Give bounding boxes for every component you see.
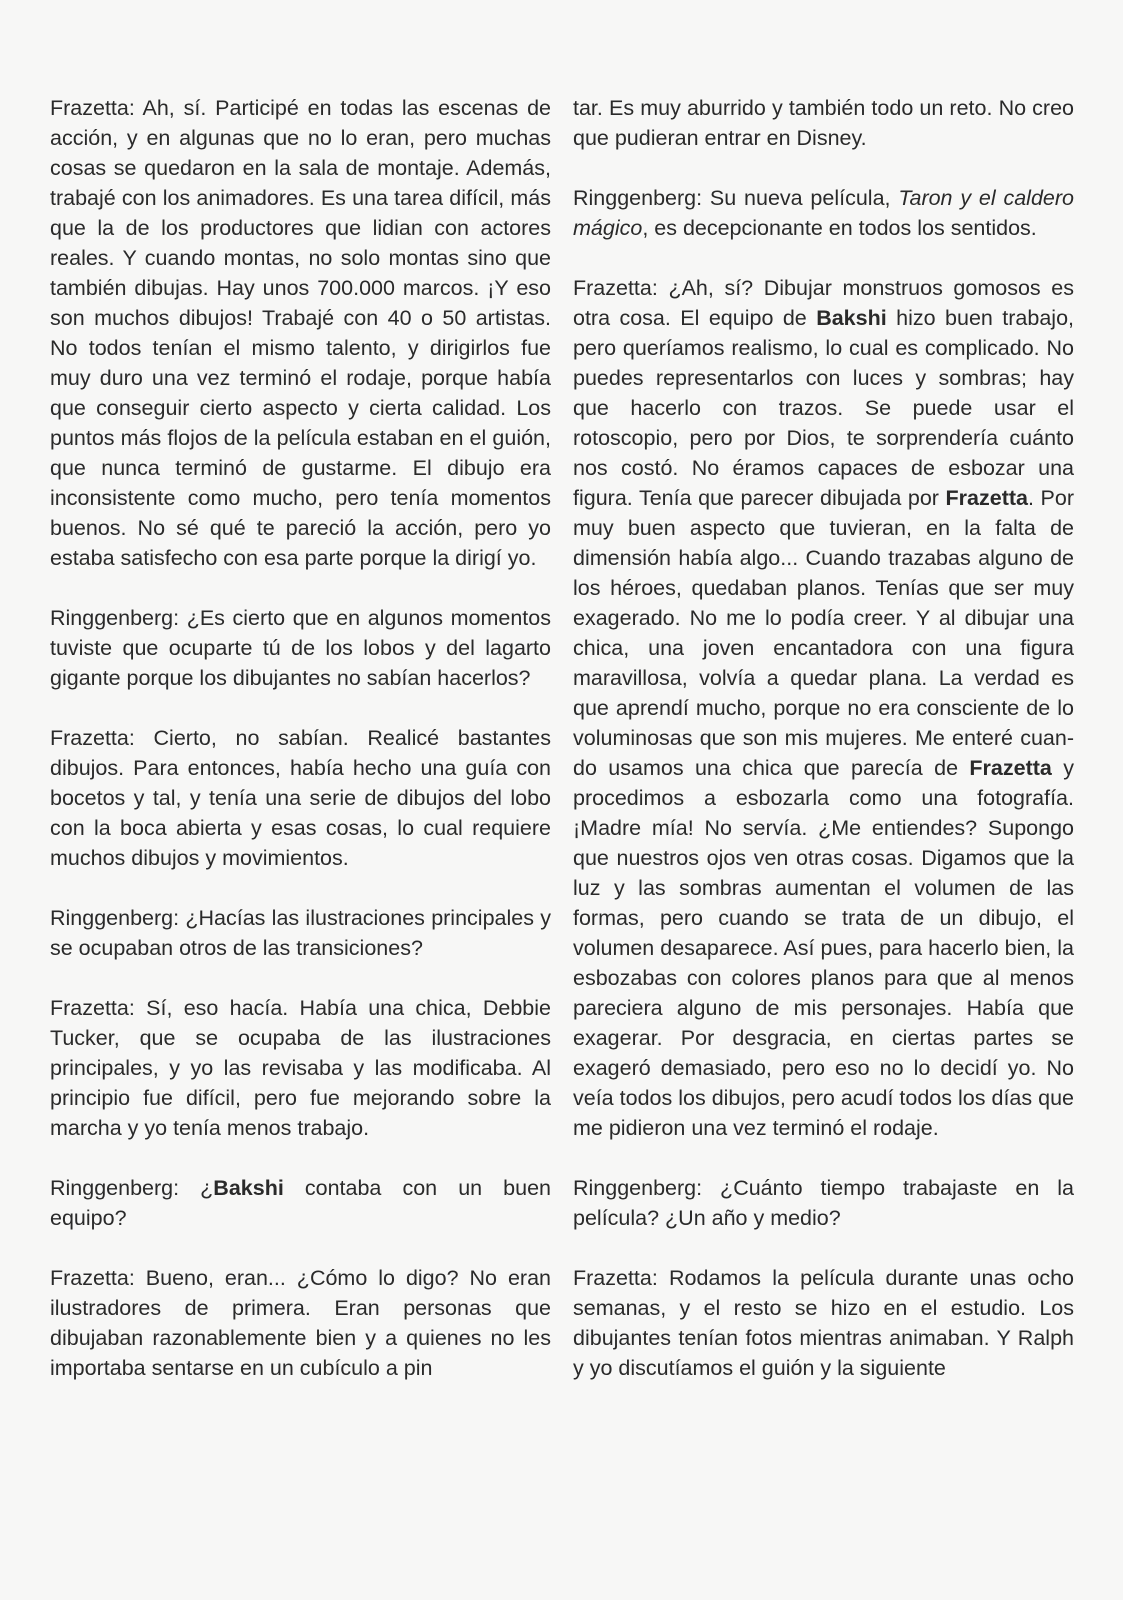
right-column bbox=[573, 93, 1074, 1383]
text-run: Ringgenberg: Su nueva película, bbox=[573, 186, 899, 210]
paragraph: Frazetta: Sí, eso hacía. Había una chica, Debbie Tucker, que se ocupaba de las ilustraciones principales, y yo las revisaba y las modificaba. Al principio fue difícil, pero fue mejorando sobre la marcha y yo tenía menos trabajo. bbox=[50, 996, 551, 1140]
paragraph bbox=[573, 273, 1074, 1143]
text-run: Frazetta: ¿Ah, sí? Dibujar monstruos gomosos es otra cosa. El equipo de bbox=[573, 276, 1074, 330]
text-run: . Por muy buen aspecto que tuvieran, en la falta de dimensión había algo... Cuando trazabas alguno de los héroes, quedaban planos. Tenías que ser muy exagerado. No me lo podía creer. Y al dibujar una chica, una joven encantadora con una figura maravillosa, volvía a quedar plana. La verdad es que aprendí mucho, porque no era consciente de lo voluminosas que son mis mujeres. Me enteré cuando usamos una chica que parecía de bbox=[573, 486, 1075, 780]
paragraph bbox=[573, 183, 1074, 243]
paragraph: tar. Es muy aburrido y también todo un reto. No creo que pudieran entrar en Disney. bbox=[573, 96, 1074, 150]
text-run: Ringgenberg: ¿ bbox=[50, 1176, 214, 1200]
bold-name: Frazetta bbox=[969, 756, 1052, 780]
film-title: Taron y el caldero mágico bbox=[573, 186, 1074, 240]
left-column bbox=[50, 93, 551, 1383]
text-run: hizo buen trabajo, pero queríamos realismo, lo cual es complicado. No puedes representarlos con luces y sombras; hay que hacerlo con trazos. Se puede usar el rotoscopio, pero por Dios, te sorprendería cuánto nos costó. No éramos capaces de esbozar una figura. Tenía que parecer dibujada por bbox=[573, 306, 1074, 510]
bold-name: Bakshi bbox=[816, 306, 887, 330]
text-run: , es decepcionante en todos los sentidos. bbox=[642, 216, 1037, 240]
paragraph: Frazetta: Ah, sí. Participé en todas las escenas de acción, y en algunas que no lo eran, pero muchas cosas se quedaron en la sala de montaje. Además, trabajé con los animadores. Es una tarea difícil, más que la de los productores que lidian con actores reales. Y cuando montas, no solo montas sino que también dibujas. Hay unos 700.000 marcos. ¡Y eso son muchos dibujos! Trabajé con 40 o 50 artistas. No todos tenían el mismo talento, y dirigirlos fue muy duro una vez terminó el rodaje, porque había que conseguir cierto aspecto y cierta calidad. Los puntos más flojos de la película estaban en el guión, que nunca terminó de gustarme. El dibujo era inconsistente como mucho, pero tenía momentos buenos. No sé qué te pareció la acción, pero yo estaba satisfecho con esa parte porque la dirigí yo. bbox=[50, 96, 551, 570]
text-run: contaba con un buen equipo? bbox=[50, 1176, 551, 1230]
bold-name: Frazetta bbox=[945, 486, 1028, 510]
paragraph: Ringgenberg: ¿Hacías las ilustraciones principales y se ocupaban otros de las transiciones? bbox=[50, 906, 551, 960]
paragraph: Ringgenberg: ¿Cuánto tiempo trabajaste en la película? ¿Un año y medio? bbox=[573, 1176, 1074, 1230]
paragraph: Frazetta: Cierto, no sabían. Realicé bastantes dibujos. Para entonces, había hecho una guía con bocetos y tal, y tenía una serie de dibujos del lobo con la boca abierta y esas cosas, lo cual requiere muchos dibujos y movimientos. bbox=[50, 726, 551, 870]
paragraph bbox=[50, 1173, 551, 1233]
bold-name: Bakshi bbox=[213, 1176, 284, 1200]
paragraph: Frazetta: Bueno, eran... ¿Cómo lo digo? No eran ilustradores de primera. Eran personas que dibujaban razonablemente bien y a quienes no les importaba sentarse en un cubículo a pin bbox=[50, 1266, 551, 1380]
text-run: y procedimos a esbozarla como una fotografía. ¡Madre mía! No servía. ¿Me entiendes? Supongo que nuestros ojos ven otras cosas. Digamos que la luz y las sombras aumentan el volumen de las formas, pero cuando se trata de un dibujo, el volumen desaparece. Así pues, para hacerlo bien, la esbozabas con colores planos para que al menos pareciera alguno de mis personajes. Había que exagerar. Por desgracia, en ciertas partes se exageró demasiado, pero eso no lo decidí yo. No veía todos los dibujos, pero acudí todos los días que me pidieron una vez terminó el rodaje. bbox=[573, 756, 1074, 1140]
paragraph: Ringgenberg: ¿Es cierto que en algunos momentos tuviste que ocuparte tú de los lobos y del lagarto gigante porque los dibujantes no sabían hacerlos? bbox=[50, 606, 551, 690]
paragraph: Frazetta: Rodamos la película durante unas ocho semanas, y el resto se hizo en el estudio. Los dibujantes tenían fotos mientras animaban. Y Ralph y yo discutíamos el guión y la siguiente bbox=[573, 1266, 1074, 1380]
